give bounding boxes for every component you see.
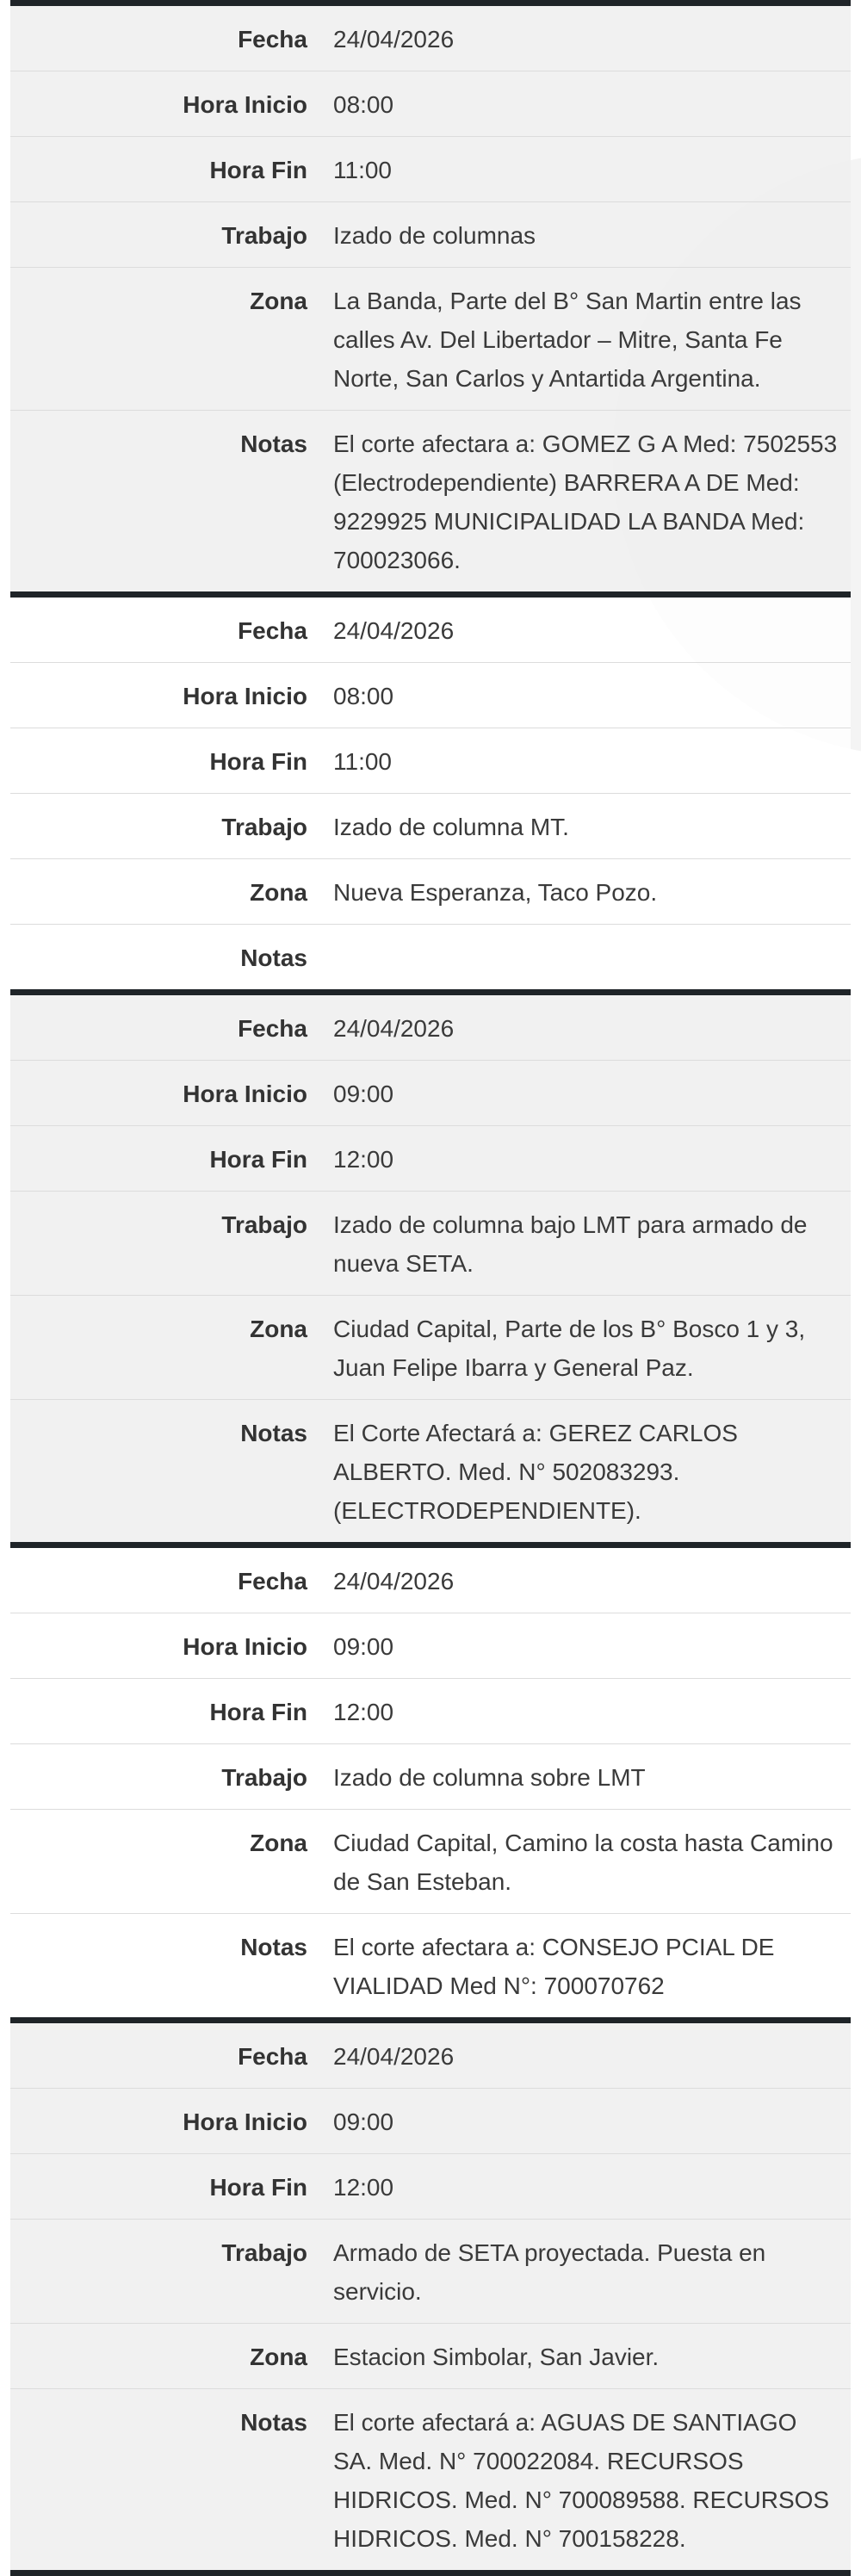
hora-fin-label: Hora Fin	[209, 1699, 307, 1725]
notas-label: Notas	[240, 2409, 307, 2436]
hora-inicio-value: 08:00	[333, 91, 394, 118]
hora-fin-label: Hora Fin	[209, 157, 307, 183]
hora-fin-row	[10, 1126, 851, 1192]
fecha-row	[10, 598, 851, 663]
hora-fin-row	[10, 137, 851, 202]
hora-fin-value: 11:00	[333, 157, 392, 183]
notas-row	[10, 925, 851, 989]
zona-row	[10, 2324, 851, 2389]
hora-inicio-row	[10, 1061, 851, 1126]
fecha-label: Fecha	[238, 1568, 307, 1595]
outage-record-1	[10, 0, 851, 591]
hora-inicio-value: 09:00	[333, 1633, 394, 1660]
zona-label: Zona	[250, 2344, 307, 2370]
zona-value: La Banda, Parte del B° San Martin entre las calles Av. Del Libertador – Mitre, Santa Fe Norte, San Carlos y Antartida Argentina.	[333, 288, 802, 392]
trabajo-row	[10, 202, 851, 268]
fecha-value: 24/04/2026	[333, 1015, 455, 1042]
hora-inicio-value: 09:00	[333, 2108, 394, 2135]
notas-value: El corte afectará a: AGUAS DE SANTIAGO SA. Med. N° 700022084. RECURSOS HIDRICOS. Med. N° 700089588. RECURSOS HIDRICOS. Med. N° 700158228.	[333, 2409, 830, 2552]
hora-fin-label: Hora Fin	[209, 1146, 307, 1173]
outage-record-3	[10, 989, 851, 1542]
fecha-label: Fecha	[238, 2043, 307, 2070]
notas-label: Notas	[240, 1420, 307, 1446]
hora-inicio-label: Hora Inicio	[183, 1633, 307, 1660]
fecha-value: 24/04/2026	[333, 2043, 455, 2070]
trabajo-label: Trabajo	[221, 814, 307, 840]
trabajo-value: Izado de columna bajo LMT para armado de nueva SETA.	[333, 1211, 808, 1277]
notas-row	[10, 1914, 851, 2017]
hora-inicio-label: Hora Inicio	[183, 683, 307, 709]
fecha-row	[10, 1548, 851, 1613]
zona-row	[10, 1810, 851, 1914]
record-divider	[10, 2570, 851, 2576]
notas-row	[10, 2389, 851, 2570]
hora-inicio-label: Hora Inicio	[183, 91, 307, 118]
trabajo-label: Trabajo	[221, 222, 307, 249]
trabajo-row	[10, 1192, 851, 1296]
hora-fin-row	[10, 728, 851, 794]
zona-row	[10, 268, 851, 411]
fecha-value: 24/04/2026	[333, 26, 455, 53]
hora-inicio-row	[10, 1613, 851, 1679]
trabajo-label: Trabajo	[221, 1211, 307, 1238]
zona-label: Zona	[250, 1830, 307, 1856]
fecha-row	[10, 2023, 851, 2089]
trabajo-label: Trabajo	[221, 2239, 307, 2266]
outage-schedule-list	[10, 0, 851, 2576]
outage-record-4	[10, 1542, 851, 2017]
zona-value: Ciudad Capital, Parte de los B° Bosco 1 y 3, Juan Felipe Ibarra y General Paz.	[333, 1316, 806, 1381]
trabajo-value: Izado de columnas	[333, 222, 536, 249]
trabajo-value: Armado de SETA proyectada. Puesta en servicio.	[333, 2239, 766, 2305]
trabajo-row	[10, 794, 851, 859]
hora-fin-value: 12:00	[333, 2174, 394, 2201]
zona-label: Zona	[250, 879, 307, 906]
zona-value: Ciudad Capital, Camino la costa hasta Camino de San Esteban.	[333, 1830, 833, 1895]
zona-value: Estacion Simbolar, San Javier.	[333, 2344, 660, 2370]
fecha-value: 24/04/2026	[333, 617, 455, 644]
zona-label: Zona	[250, 288, 307, 314]
notas-value: El corte afectara a: CONSEJO PCIAL DE VIALIDAD Med N°: 700070762	[333, 1934, 775, 1999]
trabajo-row	[10, 1744, 851, 1810]
hora-fin-row	[10, 2154, 851, 2220]
hora-inicio-label: Hora Inicio	[183, 1081, 307, 1107]
hora-inicio-label: Hora Inicio	[183, 2108, 307, 2135]
hora-inicio-value: 09:00	[333, 1081, 394, 1107]
trabajo-label: Trabajo	[221, 1764, 307, 1791]
outage-record-2	[10, 591, 851, 989]
hora-fin-label: Hora Fin	[209, 2174, 307, 2201]
hora-fin-row	[10, 1679, 851, 1744]
notas-value: El Corte Afectará a: GEREZ CARLOS ALBERTO. Med. N° 502083293. (ELECTRODEPENDIENTE).	[333, 1420, 738, 1524]
hora-fin-value: 12:00	[333, 1146, 394, 1173]
hora-inicio-row	[10, 71, 851, 137]
zona-row	[10, 1296, 851, 1400]
fecha-row	[10, 6, 851, 71]
fecha-label: Fecha	[238, 26, 307, 53]
trabajo-value: Izado de columna sobre LMT	[333, 1764, 646, 1791]
hora-inicio-row	[10, 663, 851, 728]
hora-inicio-value: 08:00	[333, 683, 394, 709]
fecha-label: Fecha	[238, 1015, 307, 1042]
trabajo-value: Izado de columna MT.	[333, 814, 569, 840]
notas-row	[10, 411, 851, 591]
trabajo-row	[10, 2220, 851, 2324]
zona-row	[10, 859, 851, 925]
notas-label: Notas	[240, 944, 307, 971]
fecha-value: 24/04/2026	[333, 1568, 455, 1595]
hora-fin-value: 12:00	[333, 1699, 394, 1725]
notas-label: Notas	[240, 430, 307, 457]
notas-value: El corte afectara a: GOMEZ G A Med: 7502553 (Electrodependiente) BARRERA A DE Med: 9229925 MUNICIPALIDAD LA BANDA Med: 700023066.	[333, 430, 838, 573]
zona-label: Zona	[250, 1316, 307, 1342]
fecha-label: Fecha	[238, 617, 307, 644]
notas-value	[333, 938, 851, 977]
hora-inicio-row	[10, 2089, 851, 2154]
fecha-row	[10, 995, 851, 1061]
outage-record-5	[10, 2017, 851, 2570]
hora-fin-label: Hora Fin	[209, 748, 307, 775]
hora-fin-value: 11:00	[333, 748, 392, 775]
notas-row	[10, 1400, 851, 1542]
zona-value: Nueva Esperanza, Taco Pozo.	[333, 879, 658, 906]
notas-label: Notas	[240, 1934, 307, 1960]
